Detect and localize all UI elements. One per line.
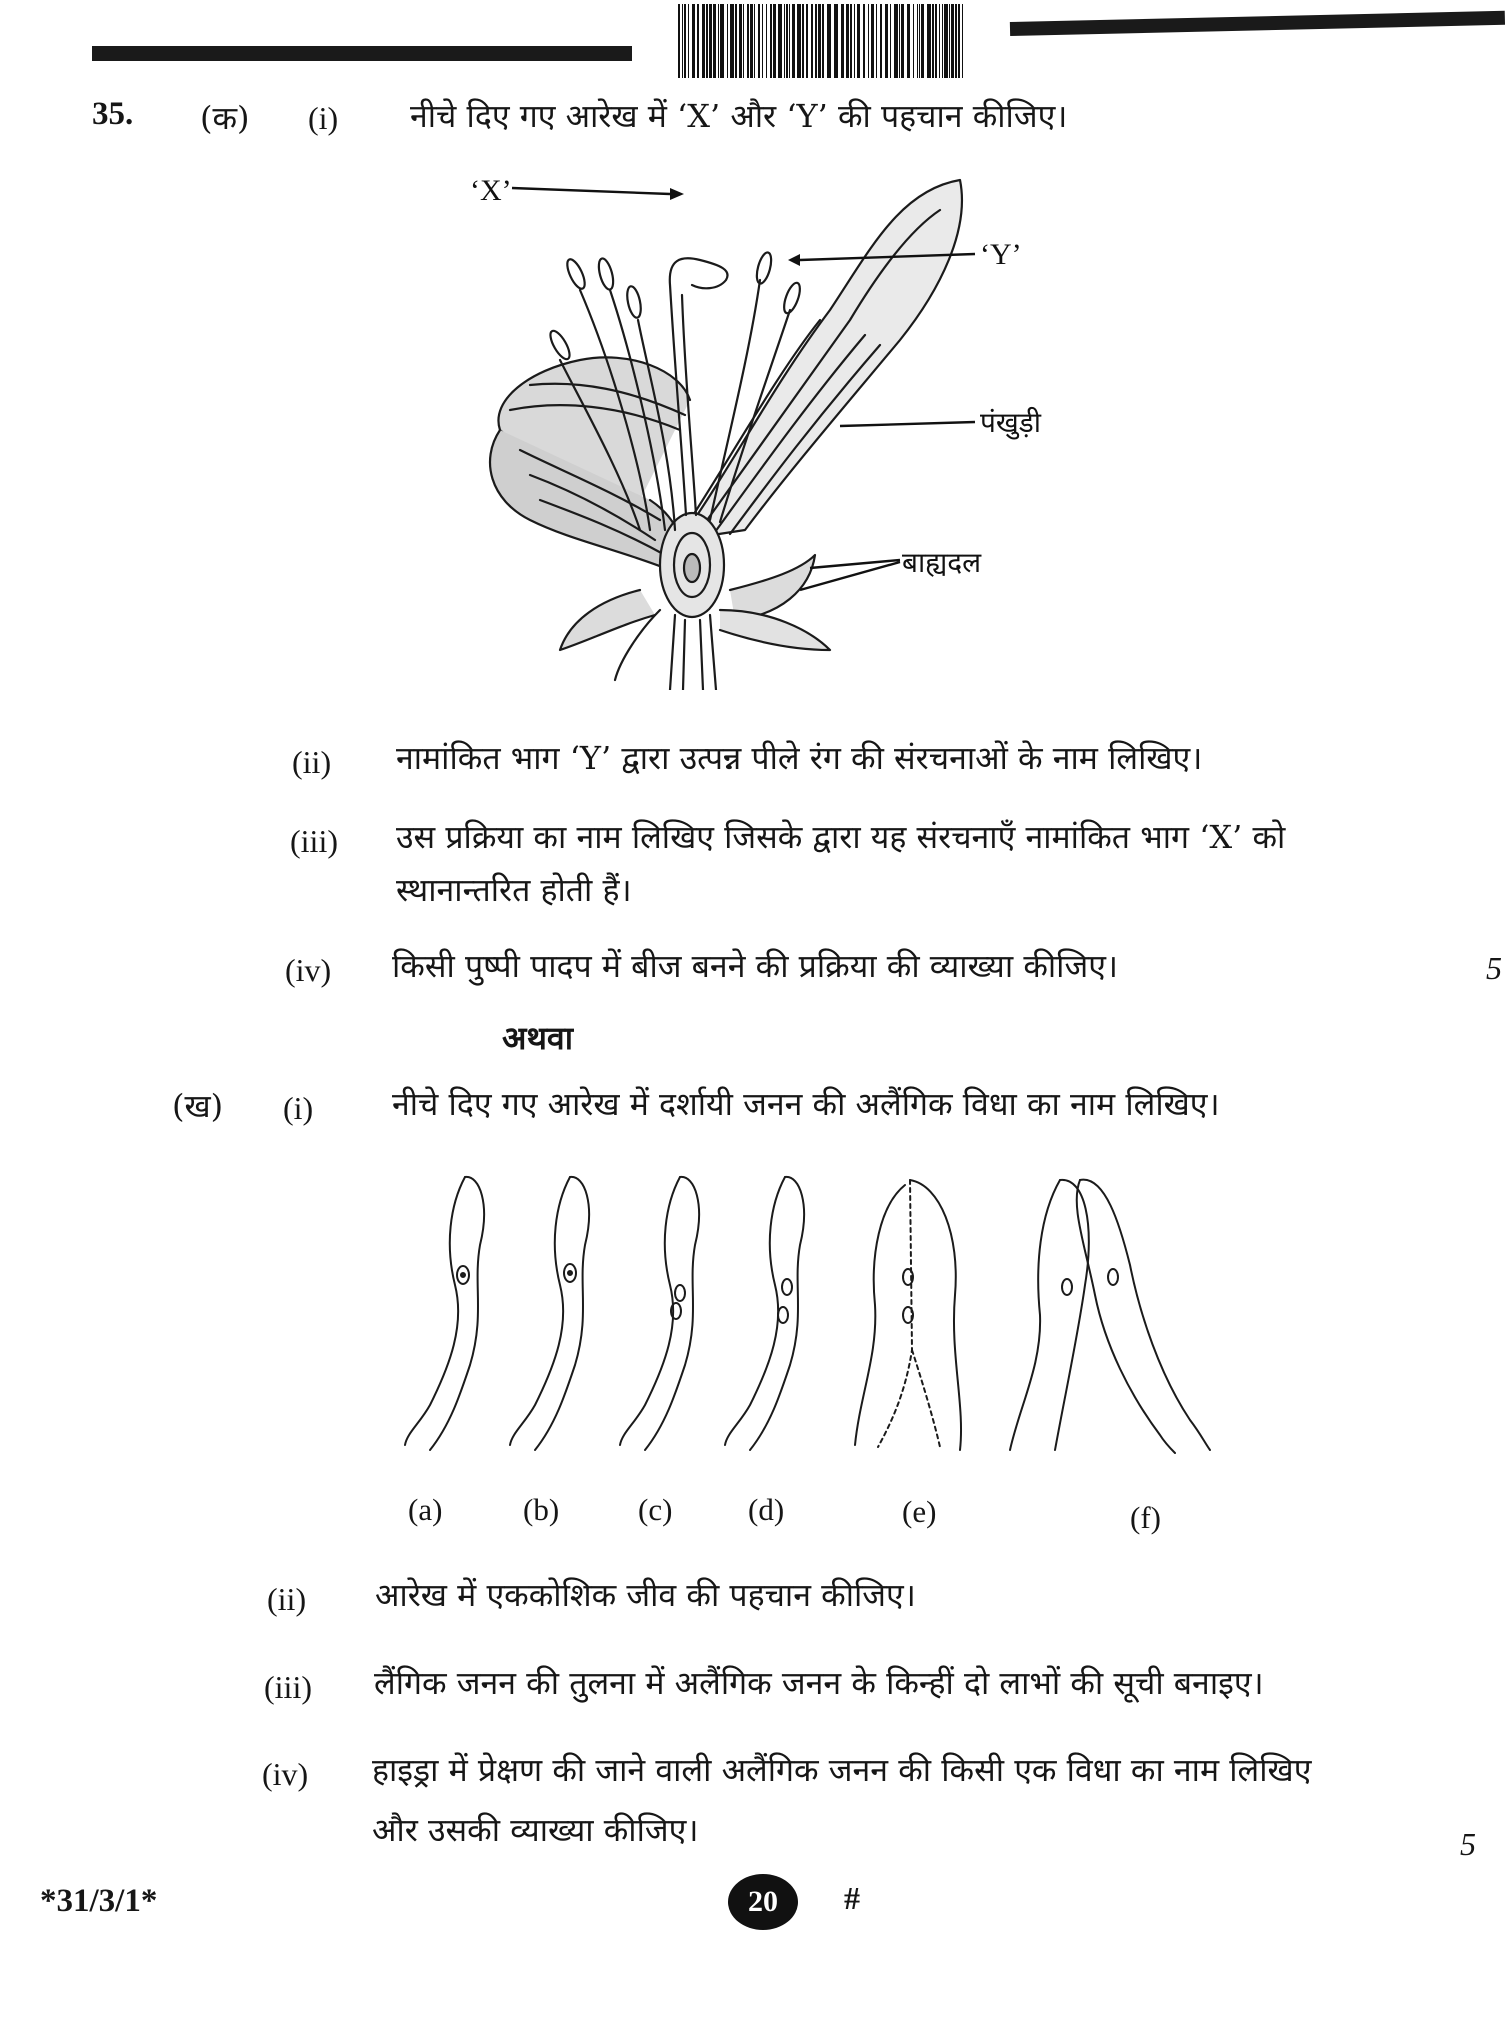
figure-label-d: (d) <box>748 1492 785 1527</box>
organism-a <box>405 1177 484 1450</box>
page-number: 20 <box>748 1885 778 1918</box>
b-i-number: (i) <box>283 1090 314 1126</box>
a-i-number: (i) <box>308 100 339 136</box>
top-right-rule <box>1010 11 1505 36</box>
fission-diagram <box>395 1165 1305 1455</box>
label-petal: पंखुड़ी <box>980 408 1042 439</box>
organism-c <box>620 1177 699 1450</box>
footer-hash: # <box>844 1880 860 1916</box>
paper-code: *31/3/1* <box>40 1883 158 1919</box>
b-iv-line1: हाइड्रा में प्रेक्षण की जाने वाली अलैंगिक जनन की किसी एक विधा का नाम लिखिए <box>372 1751 1312 1789</box>
figure-label-b: (b) <box>523 1492 560 1527</box>
label-x: ‘X’ <box>470 174 512 207</box>
b-i-text: नीचे दिए गए आरेख में दर्शायी जनन की अलैंगिक विधा का नाम लिखिए। <box>392 1085 1220 1123</box>
a-iii-line1: उस प्रक्रिया का नाम लिखिए जिसके द्वारा यह संरचनाएँ नामांकित भाग ‘X’ को <box>396 818 1286 856</box>
a-ii-number: (ii) <box>292 744 332 780</box>
organism-e <box>855 1180 961 1450</box>
or-text: अथवा <box>502 1019 573 1057</box>
page-number-badge <box>728 1874 798 1930</box>
part-b-marks: 5 <box>1460 1826 1476 1862</box>
part-a-marks: 5 <box>1486 950 1502 986</box>
a-iii-number: (iii) <box>290 823 338 859</box>
organism-f <box>1010 1180 1210 1453</box>
organism-d <box>725 1177 804 1450</box>
part-a-label: (क) <box>200 99 250 137</box>
figure-label-e: (e) <box>902 1494 937 1529</box>
organism-b <box>510 1177 589 1450</box>
a-iv-number: (iv) <box>285 952 332 988</box>
label-y: ‘Y’ <box>980 238 1022 271</box>
b-ii-text: आरेख में एककोशिक जीव की पहचान कीजिए। <box>375 1576 916 1614</box>
figure-label-c: (c) <box>638 1492 673 1527</box>
a-i-text: नीचे दिए गए आरेख में ‘X’ और ‘Y’ की पहचान कीजिए। <box>410 97 1068 135</box>
barcode <box>676 0 968 80</box>
a-iv-text: किसी पुष्पी पादप में बीज बनने की प्रक्रिया की व्याख्या कीजिए। <box>392 947 1119 985</box>
b-iii-text: लैंगिक जनन की तुलना में अलैंगिक जनन के किन्हीं दो लाभों की सूची बनाइए। <box>374 1664 1264 1702</box>
question-number: 35. <box>92 96 134 132</box>
figure-label-f: (f) <box>1130 1500 1161 1535</box>
figure-label-a: (a) <box>408 1492 443 1527</box>
b-ii-number: (ii) <box>267 1581 307 1617</box>
flower-diagram <box>470 170 1070 690</box>
b-iii-number: (iii) <box>264 1669 312 1705</box>
b-iv-line2: और उसकी व्याख्या कीजिए। <box>372 1811 699 1849</box>
a-ii-text: नामांकित भाग ‘Y’ द्वारा उत्पन्न पीले रंग की संरचनाओं के नाम लिखिए। <box>396 739 1203 777</box>
a-iii-line2: स्थानान्तरित होती हैं। <box>396 871 632 909</box>
part-b-label: (ख) <box>172 1087 224 1125</box>
top-left-rule <box>92 46 632 61</box>
label-sepal: बाह्यदल <box>902 548 982 579</box>
b-iv-number: (iv) <box>262 1756 309 1792</box>
